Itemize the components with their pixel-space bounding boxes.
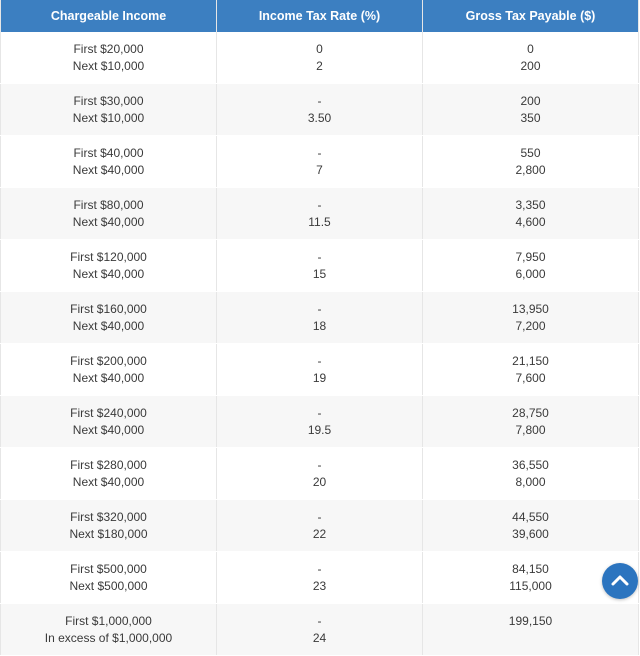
tax-payable-cell — [423, 136, 639, 188]
chargeable-income-cell — [1, 552, 217, 604]
cell-line: - — [317, 145, 322, 160]
tax-rate-cell — [217, 188, 423, 240]
cell-lines — [512, 509, 549, 543]
tax-payable-cell — [423, 448, 639, 500]
cell-line: First $1,000,000 — [65, 613, 152, 628]
table-header-row — [1, 0, 639, 32]
cell-lines — [308, 93, 331, 127]
chargeable-income-cell — [1, 136, 217, 188]
cell-lines — [512, 457, 549, 491]
cell-line: 8,000 — [515, 474, 546, 489]
cell-lines — [512, 353, 549, 387]
cell-line: 7 — [316, 162, 323, 177]
chargeable-income-cell — [1, 240, 217, 292]
cell-lines — [512, 301, 549, 335]
tax-rate-cell — [217, 240, 423, 292]
table-row — [1, 500, 639, 552]
table-row — [1, 136, 639, 188]
chargeable-income-cell — [1, 396, 217, 448]
tax-rate-cell — [217, 344, 423, 396]
cell-line: 200 — [520, 93, 541, 108]
table-row — [1, 396, 639, 448]
cell-line: First $280,000 — [70, 457, 147, 472]
cell-lines — [70, 405, 147, 439]
cell-line: - — [317, 249, 322, 264]
cell-lines — [313, 613, 326, 647]
cell-line: 7,950 — [515, 249, 546, 264]
cell-lines — [70, 457, 147, 491]
table-row — [1, 32, 639, 84]
cell-line: - — [317, 457, 322, 472]
cell-line: First $500,000 — [70, 561, 147, 576]
table-row — [1, 448, 639, 500]
table-row — [1, 188, 639, 240]
cell-line: First $20,000 — [73, 41, 144, 56]
cell-line: 3,350 — [515, 197, 546, 212]
cell-line: 18 — [312, 318, 327, 333]
cell-lines — [520, 93, 540, 127]
tax-rate-cell — [217, 292, 423, 344]
tax-payable-cell — [423, 292, 639, 344]
tax-payable-cell — [423, 240, 639, 292]
cell-line: 0 — [316, 41, 323, 56]
cell-line: 4,600 — [515, 214, 546, 229]
cell-line: Next $40,000 — [72, 266, 145, 281]
cell-lines — [316, 41, 323, 75]
cell-line: 11.5 — [308, 214, 331, 229]
cell-line: 21,150 — [512, 353, 549, 368]
tax-payable-cell — [423, 84, 639, 136]
cell-lines — [515, 249, 545, 283]
cell-line: - — [317, 301, 322, 316]
table-row — [1, 84, 639, 136]
tax-rate-cell — [217, 136, 423, 188]
cell-line: Next $10,000 — [72, 110, 145, 125]
tax-rate-cell — [217, 32, 423, 84]
cell-line: 7,600 — [515, 370, 546, 385]
cell-lines — [313, 353, 326, 387]
cell-lines — [313, 249, 326, 283]
cell-line: Next $40,000 — [72, 370, 145, 385]
cell-lines — [70, 301, 147, 335]
cell-line: 39,600 — [512, 526, 549, 541]
cell-line: - — [317, 405, 322, 420]
cell-lines — [313, 301, 326, 335]
chargeable-income-cell — [1, 84, 217, 136]
scroll-to-top-button[interactable] — [602, 563, 638, 599]
cell-lines — [73, 41, 144, 75]
tax-rate-cell — [217, 84, 423, 136]
table-row — [1, 344, 639, 396]
cell-line: - — [317, 197, 322, 212]
cell-line: 44,550 — [512, 509, 549, 524]
chargeable-income-cell — [1, 344, 217, 396]
cell-line: 23 — [312, 578, 327, 593]
cell-line: - — [317, 353, 322, 368]
tax-payable-cell — [423, 396, 639, 448]
cell-line — [509, 630, 552, 647]
cell-lines — [69, 561, 147, 595]
cell-line: Next $40,000 — [72, 474, 145, 489]
cell-line: 350 — [520, 110, 541, 125]
tax-rate-cell — [217, 500, 423, 552]
cell-lines — [520, 41, 540, 75]
cell-line: 36,550 — [512, 457, 549, 472]
cell-line: 28,750 — [512, 405, 549, 420]
cell-lines — [73, 145, 144, 179]
cell-line: 3.50 — [307, 110, 332, 125]
cell-lines — [73, 93, 144, 127]
cell-line: Next $500,000 — [69, 578, 148, 593]
cell-lines — [515, 145, 545, 179]
chargeable-income-cell — [1, 292, 217, 344]
cell-line: 199,150 — [508, 613, 553, 628]
cell-line: 19 — [312, 370, 327, 385]
cell-lines — [509, 613, 552, 647]
cell-lines — [70, 353, 147, 387]
cell-line: 19.5 — [307, 422, 332, 437]
cell-line: 7,200 — [515, 318, 546, 333]
cell-lines — [308, 405, 331, 439]
cell-line: Next $40,000 — [72, 162, 145, 177]
cell-lines — [70, 249, 147, 283]
header-chargeable-income: Chargeable Income — [1, 0, 217, 32]
cell-line: First $200,000 — [70, 353, 147, 368]
cell-line: First $320,000 — [70, 509, 147, 524]
cell-line: 0 — [527, 41, 534, 56]
cell-line: First $240,000 — [70, 405, 147, 420]
table-body — [1, 32, 639, 656]
cell-lines — [512, 405, 549, 439]
cell-lines — [313, 561, 326, 595]
cell-line: 13,950 — [512, 301, 549, 316]
tax-rate-cell — [217, 552, 423, 604]
cell-line: 20 — [312, 474, 327, 489]
cell-line: 84,150 — [512, 561, 549, 576]
cell-lines — [313, 509, 326, 543]
cell-lines — [69, 509, 147, 543]
cell-lines — [515, 197, 545, 231]
table-row — [1, 552, 639, 604]
cell-line: - — [317, 509, 322, 524]
chargeable-income-cell — [1, 448, 217, 500]
cell-lines — [73, 197, 144, 231]
tax-payable-cell — [423, 344, 639, 396]
cell-line: 2,800 — [515, 162, 546, 177]
cell-lines — [509, 561, 552, 595]
cell-line: First $120,000 — [70, 249, 147, 264]
cell-line: First $160,000 — [70, 301, 147, 316]
cell-line: Next $40,000 — [72, 422, 145, 437]
cell-line: - — [317, 613, 322, 628]
cell-line: 550 — [520, 145, 541, 160]
cell-line: - — [317, 561, 322, 576]
tax-payable-cell — [423, 500, 639, 552]
table-row — [1, 292, 639, 344]
chargeable-income-cell — [1, 500, 217, 552]
cell-line: - — [317, 93, 322, 108]
cell-line: First $40,000 — [73, 145, 144, 160]
cell-line: 15 — [312, 266, 327, 281]
cell-line: First $30,000 — [73, 93, 144, 108]
cell-line: In excess of $1,000,000 — [44, 630, 173, 645]
chargeable-income-cell — [1, 188, 217, 240]
tax-rate-cell — [217, 396, 423, 448]
cell-lines — [45, 613, 172, 647]
cell-line: 200 — [520, 58, 541, 73]
cell-line: 6,000 — [515, 266, 546, 281]
cell-line: 115,000 — [509, 578, 552, 593]
chargeable-income-cell — [1, 32, 217, 84]
tax-rate-cell — [217, 448, 423, 500]
cell-line: 2 — [316, 58, 323, 73]
cell-line: 7,800 — [515, 422, 546, 437]
table-row — [1, 240, 639, 292]
tax-payable-cell — [423, 32, 639, 84]
cell-line: 22 — [312, 526, 327, 541]
cell-lines — [308, 197, 330, 231]
cell-line: 24 — [312, 630, 327, 645]
header-income-tax-rate: Income Tax Rate (%) — [217, 0, 423, 32]
chevron-up-icon — [609, 570, 631, 592]
cell-line: Next $40,000 — [72, 214, 145, 229]
cell-line: First $80,000 — [73, 197, 144, 212]
header-gross-tax-payable: Gross Tax Payable ($) — [423, 0, 639, 32]
tax-payable-cell — [423, 188, 639, 240]
cell-lines — [313, 457, 326, 491]
cell-line: Next $40,000 — [72, 318, 145, 333]
cell-lines — [316, 145, 323, 179]
cell-line: Next $10,000 — [72, 58, 145, 73]
cell-line: Next $180,000 — [69, 526, 148, 541]
